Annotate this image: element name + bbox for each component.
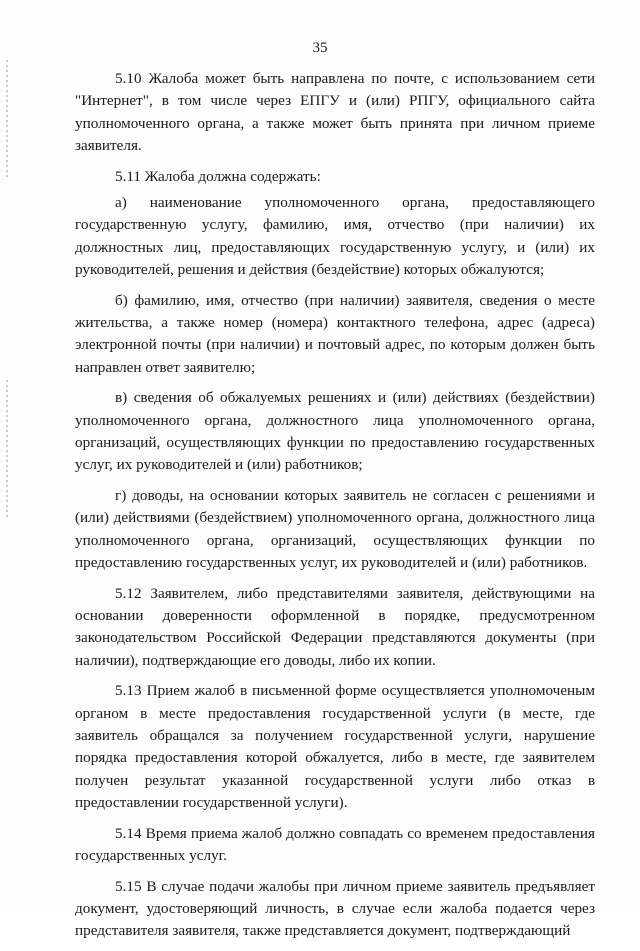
paragraph-5-11: 5.11 Жалоба должна содержать: [115,167,321,185]
scan-margin-mark [6,60,8,180]
paragraph-5-11-g: г) доводы, на основании которых заявитель не согласен с решениями и (или) действиями (бездействием) уполномоченного органа, должностного лица уполномоченного органа, организаций, осуществляющих функции по предоставлению государственных услуг, их руководителей и (или) работников. [75,487,595,571]
page-number: 35 [312,40,328,56]
paragraph-5-13: 5.13 Прием жалоб в письменной форме осуществляется уполномоченым органом в месте предоставления государственной услуги (в месте, где заявитель обращался за получением государственной услуги, нарушение порядка предоставления которой обжалуется, либо в месте, где заявителем получен результат указанной государственной услуги либо отказ в предоставлении государственной услуги). [75,682,595,811]
scan-margin-mark [6,380,8,520]
paragraph-5-12: 5.12 Заявителем, либо представителями заявителя, действующими на основании доверенности оформленной в порядке, предусмотренном законодательством Российской Федерации представляются документы (при наличии), подтверждающие его доводы, либо их копии. [75,584,595,669]
paragraph-5-11-a: а) наименование уполномоченного органа, предоставляющего государственную услугу, фамилию, имя, отчество (при наличии) их должностных лиц, предоставляющих государственную услугу, и (или) их руководителей, решения и действия (бездействие) которых обжалуются; [75,193,595,278]
paragraph-5-15: 5.15 В случае подачи жалобы при личном приеме заявитель предъявляет документ, удостоверяющий личность, в случае если жалоба подается через представителя заявителя, также представляется документ, подтверждающий [75,877,595,940]
paragraph-5-11-b: б) фамилию, имя, отчество (при наличии) заявителя, сведения о месте жительства, а также номер (номера) контактного телефона, адрес (адреса) электронной почты (при наличии) и почтовый адрес, по которым должен быть направлен ответ заявителю; [75,291,595,376]
paragraph-5-14: 5.14 Время приема жалоб должно совпадать со временем предоставления государственных услуг. [75,824,595,864]
paragraph-5-10: 5.10 Жалоба может быть направлена по почте, с использованием сети "Интернет", в том числе через ЕПГУ и (или) РПГУ, официального сайта уполномоченного органа, а также может быть принята при личном приеме заявителя. [75,70,595,154]
document-body [75,68,595,951]
paragraph-5-11-v: в) сведения об обжалуемых решениях и (или) действиях (бездействии) уполномоченного органа, должностного лица уполномоченного органа, организаций, осуществляющих функции по предоставлению государственных услуг, их руководителей и (или) работников; [75,389,595,474]
